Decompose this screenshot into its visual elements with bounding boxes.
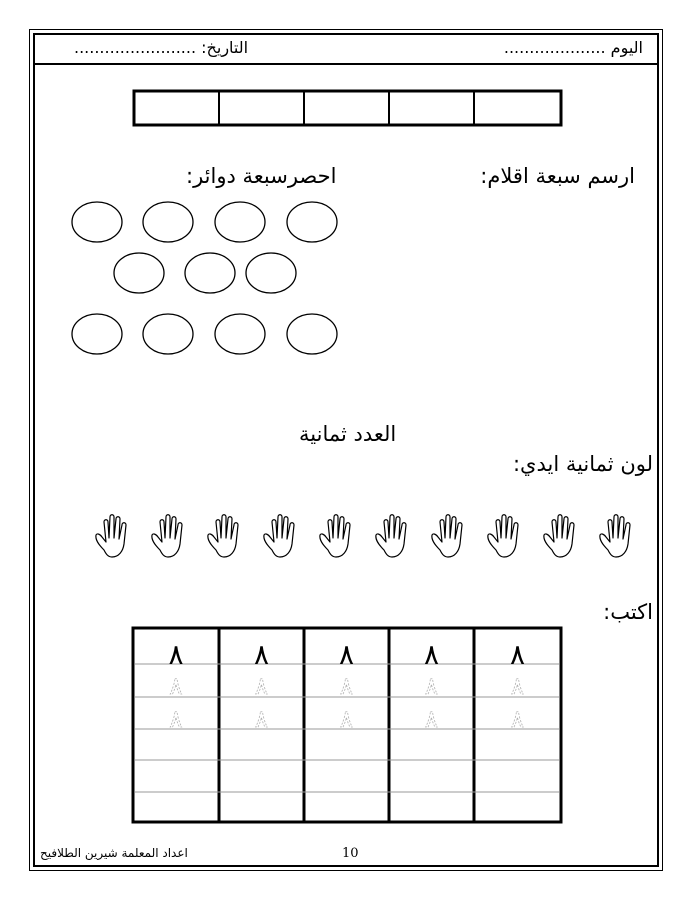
digit-eight-trace: ٨ — [511, 705, 524, 733]
hand-icon — [488, 515, 518, 557]
top-boxes-frame — [134, 91, 561, 125]
digit-eight-trace: ٨ — [425, 672, 438, 700]
digit-eight-model: ٨ — [338, 638, 355, 671]
digit-eight-model: ٨ — [253, 638, 270, 671]
digit-eight-model: ٨ — [168, 638, 184, 671]
hand-outline — [488, 515, 518, 557]
circle — [185, 253, 235, 293]
digit-eight-trace: ٨ — [255, 705, 268, 733]
digit-eight-trace: ٨ — [511, 672, 524, 700]
number-title: العدد ثمانية — [299, 422, 397, 446]
hand-outline — [96, 515, 126, 557]
hand-outline — [264, 515, 294, 557]
teacher-credit: اعداد المعلمة شيرين الطلافيح — [40, 846, 188, 860]
hand-icon — [152, 515, 182, 557]
date-field: التاريخ: ........................ — [74, 38, 249, 57]
hand-outline — [432, 515, 462, 557]
circle — [72, 202, 122, 242]
circles-group — [72, 202, 337, 354]
circle — [114, 253, 164, 293]
hands-group — [96, 515, 630, 557]
circle — [143, 202, 193, 242]
hand-icon — [264, 515, 294, 557]
day-field: اليوم .................... — [503, 38, 643, 57]
hand-icon — [96, 515, 126, 557]
circle — [287, 202, 337, 242]
circle — [287, 314, 337, 354]
hand-outline — [320, 515, 350, 557]
hand-icon — [320, 515, 350, 557]
digit-eight-trace: ٨ — [169, 672, 183, 700]
hand-outline — [600, 515, 630, 557]
circle — [143, 314, 193, 354]
task-write: اكتب: — [603, 600, 653, 624]
hand-outline — [376, 515, 406, 557]
top-boxes — [134, 91, 561, 125]
task-circle-seven: احصرسبعة دوائر: — [186, 164, 337, 188]
page-number: 10 — [342, 846, 359, 861]
digit-eight-model: ٨ — [509, 638, 526, 671]
task-draw-pens: ارسم سبعة اقلام: — [480, 164, 635, 188]
hand-icon — [432, 515, 462, 557]
circle — [215, 202, 265, 242]
hand-icon — [376, 515, 406, 557]
digit-eight-trace: ٨ — [425, 705, 438, 733]
hand-outline — [544, 515, 574, 557]
hand-icon — [544, 515, 574, 557]
circle — [215, 314, 265, 354]
digit-eight-trace: ٨ — [340, 705, 353, 733]
hand-icon — [600, 515, 630, 557]
hand-icon — [208, 515, 238, 557]
hand-outline — [208, 515, 238, 557]
digit-eight-model: ٨ — [423, 638, 440, 671]
digit-eight-trace: ٨ — [169, 705, 183, 733]
digit-eight-trace: ٨ — [340, 672, 353, 700]
circle — [72, 314, 122, 354]
writing-grid — [133, 628, 561, 822]
task-color-hands: لون ثمانية ايدي: — [512, 452, 653, 476]
hand-outline — [152, 515, 182, 557]
circle — [246, 253, 296, 293]
digit-eight-trace: ٨ — [255, 672, 268, 700]
